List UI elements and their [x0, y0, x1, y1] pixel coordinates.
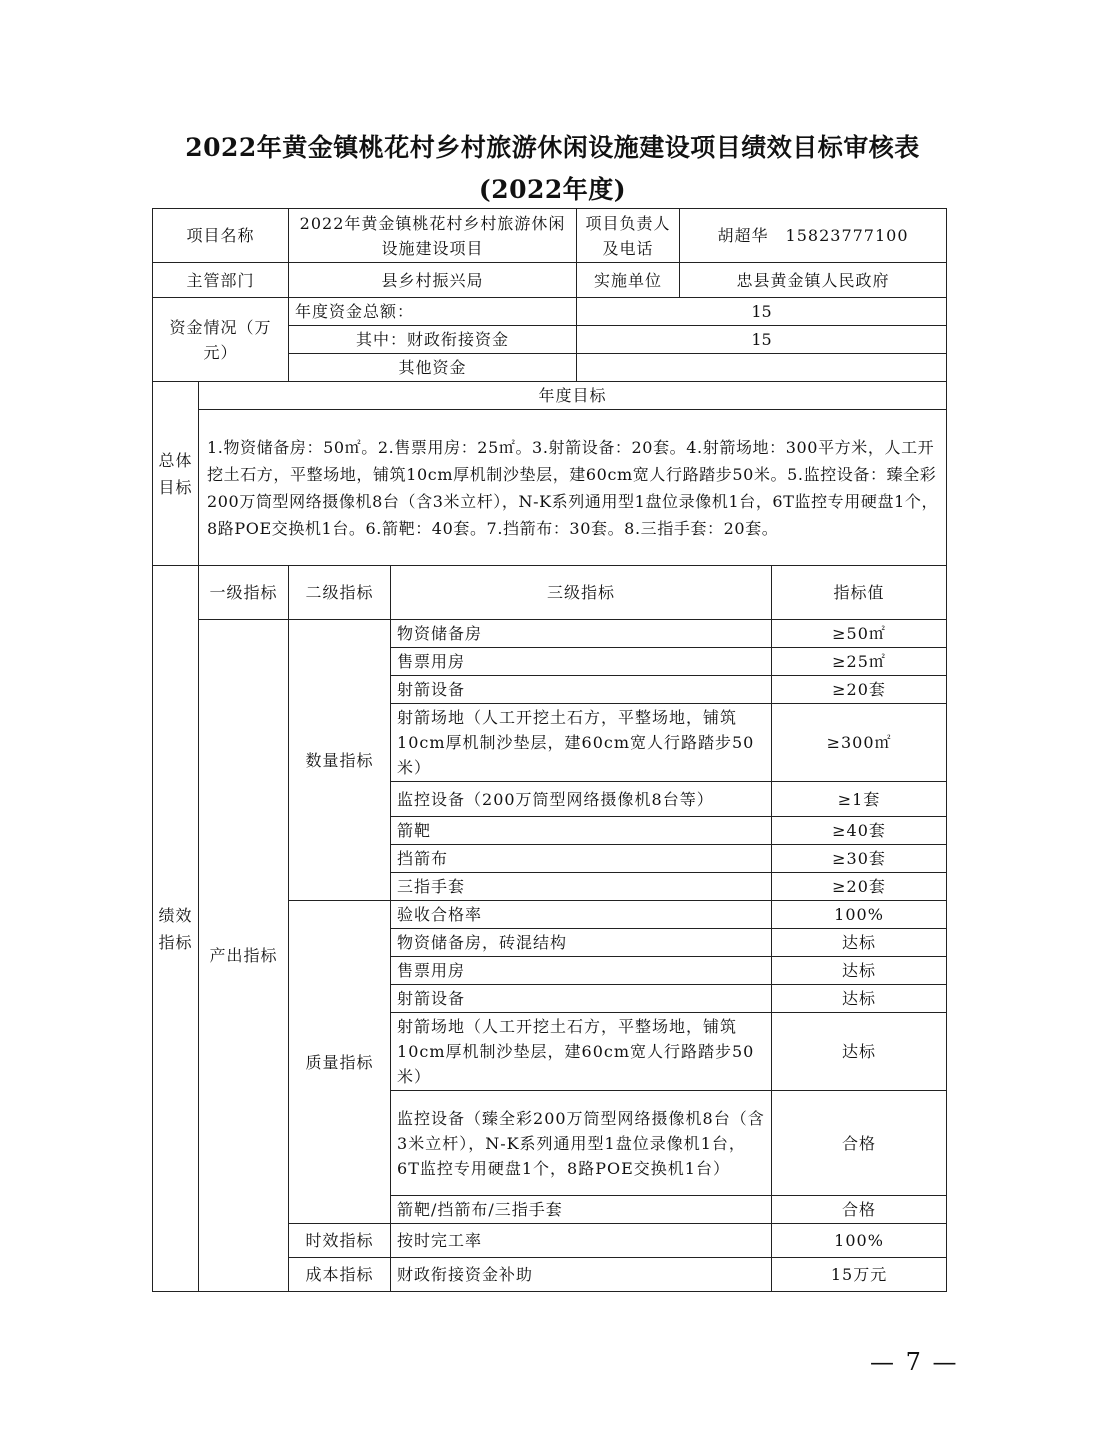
indicator-value: 15万元	[772, 1258, 947, 1292]
indicator-value: ≥40套	[772, 817, 947, 845]
indicator-value: ≥20套	[772, 676, 947, 704]
indicator-name: 箭靶/挡箭布/三指手套	[391, 1196, 772, 1224]
indicator-value: ≥30套	[772, 845, 947, 873]
indicator-name: 射箭场地（人工开挖土石方，平整场地，铺筑10cm厚机制沙垫层，建60cm宽人行路踏步50米）	[391, 1013, 772, 1091]
leader-value: 胡超华 15823777100	[680, 209, 947, 263]
goal-label: 总体目标	[153, 382, 199, 566]
document-subtitle: (2022年度)	[478, 175, 627, 204]
indicator-name: 挡箭布	[391, 845, 772, 873]
impl-label: 实施单位	[577, 263, 680, 298]
indicator-name: 物资储备房，砖混结构	[391, 929, 772, 957]
indicator-value: ≥20套	[772, 873, 947, 901]
funds-other-label: 其他资金	[289, 354, 577, 382]
indicator-value: 达标	[772, 985, 947, 1013]
level2-timeliness: 时效指标	[289, 1224, 391, 1258]
perf-label: 绩效指标	[153, 566, 199, 1292]
indicator-name: 监控设备（臻全彩200万筒型网络摄像机8台（含3米立杆），N-K系列通用型1盘位录像机1台，6T监控专用硬盘1个，8路POE交换机1台）	[391, 1091, 772, 1196]
indicator-name: 射箭设备	[391, 676, 772, 704]
indicator-value: 合格	[772, 1196, 947, 1224]
indicator-name: 验收合格率	[391, 901, 772, 929]
indicator-value: 达标	[772, 957, 947, 985]
page-number: — 7 —	[870, 1348, 959, 1376]
indicator-name: 监控设备（200万筒型网络摄像机8台等）	[391, 782, 772, 817]
impl-value: 忠县黄金镇人民政府	[680, 263, 947, 298]
indicator-value: ≥25㎡	[772, 648, 947, 676]
indicator-value: 100%	[772, 901, 947, 929]
project-name-label: 项目名称	[153, 209, 289, 263]
indicator-name: 按时完工率	[391, 1224, 772, 1258]
indicator-value: 100%	[772, 1224, 947, 1258]
indicator-name: 售票用房	[391, 957, 772, 985]
indicator-value: ≥50㎡	[772, 620, 947, 648]
indicator-value: 达标	[772, 1013, 947, 1091]
indicator-value: ≥300㎡	[772, 704, 947, 782]
level2-quantity: 数量指标	[289, 620, 391, 901]
document-title: 2022年黄金镇桃花村乡村旅游休闲设施建设项目绩效目标审核表	[185, 133, 920, 162]
indicator-value: ≥1套	[772, 782, 947, 817]
funds-total-label: 年度资金总额：	[289, 298, 577, 326]
dept-label: 主管部门	[153, 263, 289, 298]
indicator-value: 合格	[772, 1091, 947, 1196]
project-name-value: 2022年黄金镇桃花村乡村旅游休闲设施建设项目	[289, 209, 577, 263]
header-level2: 二级指标	[289, 566, 391, 620]
funds-other-value	[577, 354, 947, 382]
funds-label: 资金情况（万元）	[153, 298, 289, 382]
indicator-name: 财政衔接资金补助	[391, 1258, 772, 1292]
funds-total-value: 15	[577, 298, 947, 326]
funds-fiscal-value: 15	[577, 326, 947, 354]
funds-fiscal-label: 其中：财政衔接资金	[289, 326, 577, 354]
indicator-name: 射箭设备	[391, 985, 772, 1013]
header-level3: 三级指标	[391, 566, 772, 620]
indicator-value: 达标	[772, 929, 947, 957]
level2-cost: 成本指标	[289, 1258, 391, 1292]
leader-label: 项目负责人及电话	[577, 209, 680, 263]
indicator-name: 售票用房	[391, 648, 772, 676]
goal-text: 1.物资储备房：50㎡。2.售票用房：25㎡。3.射箭设备：20套。4.射箭场地：300平方米，人工开挖土石方，平整场地，铺筑10cm厚机制沙垫层，建60cm宽人行路踏步50米。5.监控设备：臻全彩200万筒型网络摄像机8台（含3米立杆），N-K系列通用型1盘位录像机1台，6T监控专用硬盘1个，8路POE交换机1台。6.箭靶：40套。7.挡箭布：30套。8.三指手套：20套。	[199, 410, 947, 566]
level1-output: 产出指标	[199, 620, 289, 1292]
level2-quality: 质量指标	[289, 901, 391, 1224]
indicator-name: 箭靶	[391, 817, 772, 845]
indicator-name: 物资储备房	[391, 620, 772, 648]
goal-header: 年度目标	[199, 382, 947, 410]
performance-table	[152, 208, 947, 1292]
indicator-name: 射箭场地（人工开挖土石方，平整场地，铺筑10cm厚机制沙垫层，建60cm宽人行路踏步50米）	[391, 704, 772, 782]
header-value: 指标值	[772, 566, 947, 620]
dept-value: 县乡村振兴局	[289, 263, 577, 298]
indicator-name: 三指手套	[391, 873, 772, 901]
header-level1: 一级指标	[199, 566, 289, 620]
